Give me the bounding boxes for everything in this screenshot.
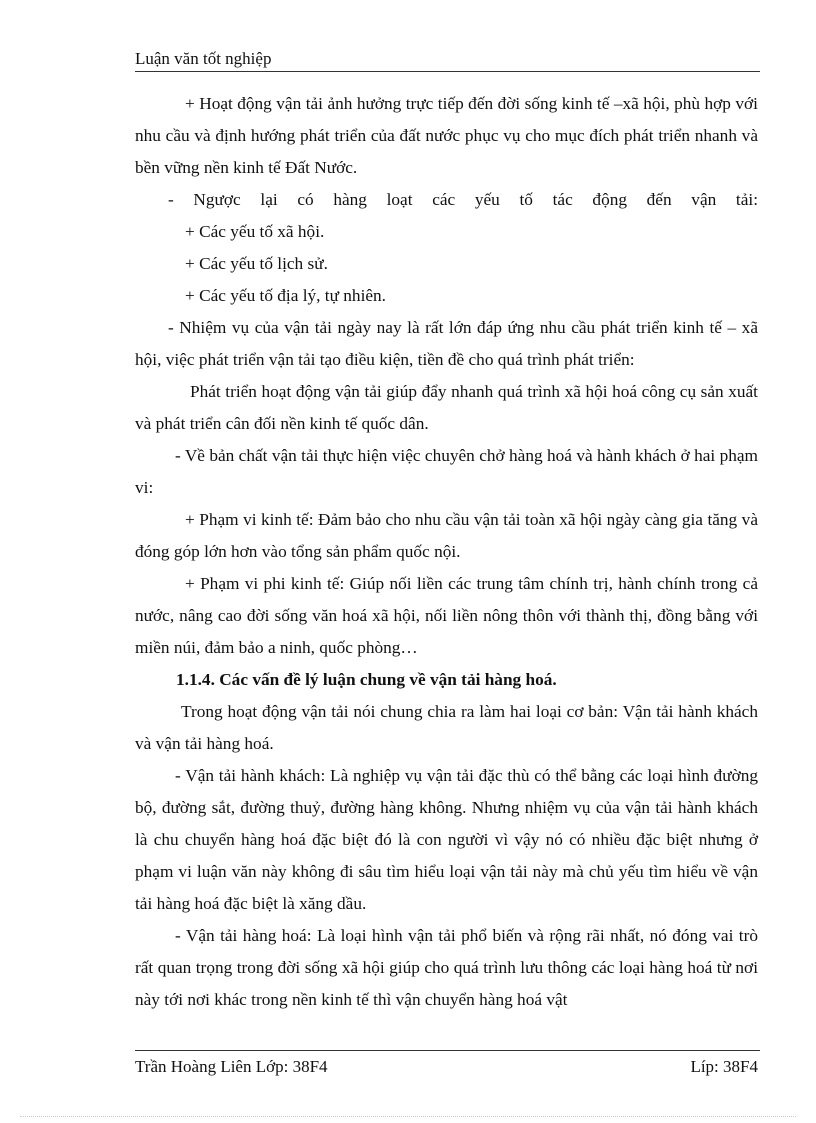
header-divider <box>135 71 760 72</box>
paragraph-3: + Các yếu tố xã hội. <box>185 222 325 241</box>
paragraph-13: - Vận tải hành khách: Là nghiệp vụ vận tải đặc thù có thể bằng các loại hình đường bộ, đường sắt, đường thuỷ, đường hàng không. Nhưng nhiệm vụ của vận tải hành khách là chu chuyển hàng hoá đặc biệt đó là con người vì vậy nó có nhiều đặc biệt nhưng ở phạm vi luận văn này không đi sâu tìm hiểu loại vận tải này mà chủ yếu tìm hiểu về vận tải hàng hoá đặc biệt là xăng dầu. <box>135 766 758 913</box>
paragraph-10: + Phạm vi phi kinh tế: Giúp nối liền các trung tâm chính trị, hành chính trong cả nước, nâng cao đời sống văn hoá xã hội, nối liền nông thôn với thành thị, đồng bằng với miền núi, đảm bảo a ninh, quốc phòng… <box>135 574 758 657</box>
paragraph-9: + Phạm vi kinh tế: Đảm bảo cho nhu cầu vận tải toàn xã hội ngày càng gia tăng và đóng góp lớn hơn vào tổng sản phẩm quốc nội. <box>135 510 758 561</box>
paragraph-7: Phát triển hoạt động vận tải giúp đẩy nhanh quá trình xã hội hoá công cụ sản xuất và phát triển cân đối nền kinh tế quốc dân. <box>135 382 758 433</box>
page-bottom-border <box>20 1116 796 1117</box>
paragraph-5: + Các yếu tố địa lý, tự nhiên. <box>185 286 387 305</box>
paragraph-8: - Về bản chất vận tải thực hiện việc chuyên chở hàng hoá và hành khách ở hai phạm vi: <box>135 446 758 497</box>
paragraph-2: - Ngược lại có hàng loạt các yếu tố tác động đến vận tải: <box>168 190 758 209</box>
footer-author: Trần Hoàng Liên Lớp: 38F4 <box>135 1057 328 1076</box>
section-heading: 1.1.4. Các vấn đề lý luận chung về vận tải hàng hoá. <box>176 670 557 689</box>
paragraph-1: + Hoạt động vận tải ảnh hưởng trực tiếp đến đời sống kinh tế –xã hội, phù hợp với nhu cầu và định hướng phát triển của đất nước phục vụ cho mục đích phát triển nhanh và bền vững nền kinh tế Đất Nước. <box>135 94 758 177</box>
footer-class: Líp: 38F4 <box>690 1057 758 1076</box>
page-header: Luận văn tốt nghiệp <box>135 49 272 68</box>
paragraph-6: - Nhiệm vụ của vận tải ngày nay là rất lớn đáp ứng nhu cầu phát triển kinh tế – xã hội, việc phát triển vận tải tạo điều kiện, tiền đề cho quá trình phát triển: <box>135 318 758 369</box>
page-footer <box>135 1056 758 1078</box>
paragraph-12: Trong hoạt động vận tải nói chung chia ra làm hai loại cơ bản: Vận tải hành khách và vận tải hàng hoá. <box>135 702 758 753</box>
document-body <box>135 88 758 1016</box>
footer-divider <box>135 1050 760 1051</box>
paragraph-14: - Vận tải hàng hoá: Là loại hình vận tải phổ biến và rộng rãi nhất, nó đóng vai trò rất quan trọng trong đời sống xã hội giúp cho quá trình lưu thông các loại hàng hoá từ nơi này tới nơi khác trong nền kinh tế thì vận chuyển hàng hoá vật <box>135 926 758 1009</box>
paragraph-4: + Các yếu tố lịch sử. <box>185 254 328 273</box>
